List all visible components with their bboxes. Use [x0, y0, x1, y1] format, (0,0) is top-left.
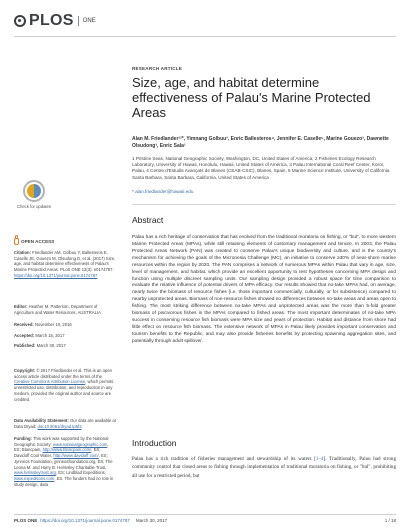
funding-link-davidoff[interactable]: http://www.davidoff.com/	[53, 453, 99, 459]
footer-journal: PLOS ONE	[14, 518, 38, 523]
data-availability-tail: .	[81, 423, 83, 429]
crossmark-icon	[23, 180, 45, 202]
data-availability-label: Data Availability Statement:	[14, 418, 69, 423]
footer-doi-link[interactable]: https://doi.org/10.1371/journal.pone.0174787	[40, 518, 130, 523]
citation-block	[14, 250, 116, 279]
funding-text-2: , ES; Blancpain,	[14, 441, 109, 453]
abstract-text: Palau has a rich heritage of conservation that has evolved from the traditional moratoria on fishing, or "bul", to more western Marine Protected Areas (MPAs), while still retaining elements of customary management and tenure. In 2003, the Palau Protected Areas Network (PAN) was created to conserve Palau's unique biodiversity and culture, and is the country's mechanism for achieving the goals of the Micronesia Challenge (MC), an initiative to conserve ≥30% of near-shore marine resources within the region by 2020. The PAN comprises a network of numerous MPAs within Palau that vary in age, size, level of management, and habitat, which provide an excellent opportunity to test hypotheses concerning MPA design and function using multiple discreet sampling units. Our sampling design provided a robust space for time comparison to evaluate the relative influence of potential drivers of MPA efficacy. Our results showed that no-take MPAs had, on average, nearly twice the biomass of resource fishes (i.e. those important commercially, culturally, or for subsistence) compared to nearby unprotected areas. Biomass of non-resource fishes showed no differences between no-take areas and areas open to fishing. The most striking difference between no-take MPAs and unprotected areas was the more than 5-fold greater biomass of piscivorous fishes in the MPAs compared to fished areas. The most important determinates of no-take MPA success in conserving resource fish biomass were MPA size and years of protection. Habitat and distance from shore had little effect on resource fish biomass. The extensive network of MPAs in Palau likely provides important conservation and tourism benefits to the Republic, and may also provide fisheries benefits by protecting spawning aggregation sites, and potentially through adult spillover.	[132, 234, 396, 345]
abstract-divider	[132, 204, 396, 205]
page-header	[0, 0, 410, 42]
accepted-date: March 15, 2017	[35, 332, 65, 338]
funding-link-blancpain[interactable]: http://www.blancpain.com/	[42, 447, 92, 453]
funding-text-5: , ES; Lindblad Expeditions,	[55, 470, 106, 476]
check-for-updates-badge[interactable]	[14, 180, 54, 228]
citation-text: Friedlander AM, Golbuu Y, Ballesteros E, Caselle JE, Gouezo M, Olsudong D, et al. (2017) Size, age, and habitat determine effectiveness of Palau's Marine Protected Areas. PLoS ONE 12(3): e0174787.	[14, 250, 116, 273]
author-affiliations: 1 Pristine Seas, National Geographic Society, Washington, DC, United States of America, 2 Fisheries Ecology Research Laboratory, University of Hawaii, Honolulu, Hawaii, United States of America, 3 Palau International Coral Reef Center, Koror, Palau, 4 Centre d'Estudis Avançats de Blanes (CEAB-CSIC), Blanes, Spain, 5 Marine Science Institute, University of California Santa Barbara, Santa Barbara, California, United States of America	[132, 156, 390, 180]
data-availability-text: Our data are available at Data Dryad:	[14, 418, 116, 429]
open-access-label: OPEN ACCESS	[21, 238, 55, 244]
corresponding-author	[132, 189, 396, 194]
corresponding-star: *	[132, 188, 134, 194]
funding-text-6: , ES. The funders had no role in study design, data	[14, 475, 114, 487]
citation-doi-link[interactable]: https://doi.org/10.1371/journal.pone.0174787	[14, 272, 98, 278]
published-label: Published:	[14, 343, 36, 349]
cc-license-link[interactable]: Creative Commons Attribution License	[14, 379, 86, 385]
check-for-updates-label: Check for updates	[17, 204, 51, 209]
plos-logo-icon	[14, 15, 26, 27]
dates-block	[14, 322, 116, 349]
open-access-badge	[14, 238, 116, 245]
author-list: Alan M. Friedlander¹²*, Yimnang Golbuu³, Enric Ballesteros⁴, Jennifer E. Caselle⁵, Marine Gouezo³, Dawnette Olsudong³, Enric Sala¹	[132, 136, 389, 149]
funding-text-1: This work was supported by the National Geographic Society:	[14, 436, 109, 447]
published-date: March 30, 2017	[36, 343, 66, 349]
editor-block	[14, 304, 116, 315]
funding-label: Funding:	[14, 436, 32, 441]
abstract-heading: Abstract	[132, 214, 164, 225]
open-lock-icon	[14, 238, 19, 245]
reference-link[interactable]: 1–4	[315, 456, 324, 463]
accepted-label: Accepted:	[14, 332, 35, 338]
page-footer	[14, 514, 396, 523]
journal-name: ONE	[78, 16, 96, 26]
introduction-text	[132, 455, 396, 480]
article-type-label: RESEARCH ARTICLE	[132, 66, 182, 71]
received-label: Received:	[14, 322, 34, 327]
editor-label: Editor:	[14, 304, 28, 309]
article-title: Size, age, and habitat determine effectiveness of Palau's Marine Protected Areas	[132, 75, 371, 120]
intro-text-1: Palau has a rich tradition of fisheries management and stewardship of its waters [	[132, 456, 316, 463]
citation-label: Citation:	[14, 250, 31, 255]
dryad-doi-link[interactable]: doi:10.5061/dryad.tp5f2	[37, 423, 82, 429]
footer-date: March 30, 2017	[135, 518, 168, 523]
article-main	[132, 48, 396, 351]
funding-text-4: , ES; Jynneos Foundation, jynneosfoundation.org, ES; The Leona M. and Harry B. Helmsley Charitable Trust,	[14, 453, 113, 470]
intro-text-2: ]. Traditionally, Palau had strong community control that closed areas to fishing through implementation of traditional moratoria on fishing, or "bul", prohibiting all use for a restricted period, but	[132, 456, 397, 479]
funding-block	[14, 436, 116, 487]
corresponding-email-link[interactable]: alan.friedlander@hawaii.edu	[135, 188, 194, 194]
copyright-label: Copyright:	[14, 368, 36, 373]
funding-link-helmsley[interactable]: www.helmsleytrust.org	[14, 470, 56, 476]
funding-text-3: , ES; Davidoff Cool Water,	[14, 447, 101, 459]
page-number: 1 / 18	[384, 518, 396, 523]
copyright-text: © 2017 Friedlander et al. This is an open access article distributed under the terms of the	[14, 368, 112, 379]
copyright-block	[14, 368, 116, 402]
funding-link-natgeo[interactable]: www.nationalgeographic.com	[52, 441, 108, 447]
introduction-heading: Introduction	[132, 438, 177, 448]
editor-text: Heather M. Patterson, Department of Agriculture and Water Resources, AUSTRALIA	[14, 304, 101, 315]
received-date: November 10, 2016	[34, 322, 72, 327]
plos-logo[interactable]	[14, 12, 96, 30]
data-availability-block	[14, 418, 116, 429]
header-divider	[14, 36, 396, 37]
plos-brand: PLOS	[29, 12, 74, 29]
copyright-text-tail: , which permits unrestricted use, distribution, and reproduction in any medium, provided the original author and source are credited.	[14, 379, 114, 402]
funding-link-lindblad[interactable]: www.expeditions.com	[14, 475, 55, 481]
